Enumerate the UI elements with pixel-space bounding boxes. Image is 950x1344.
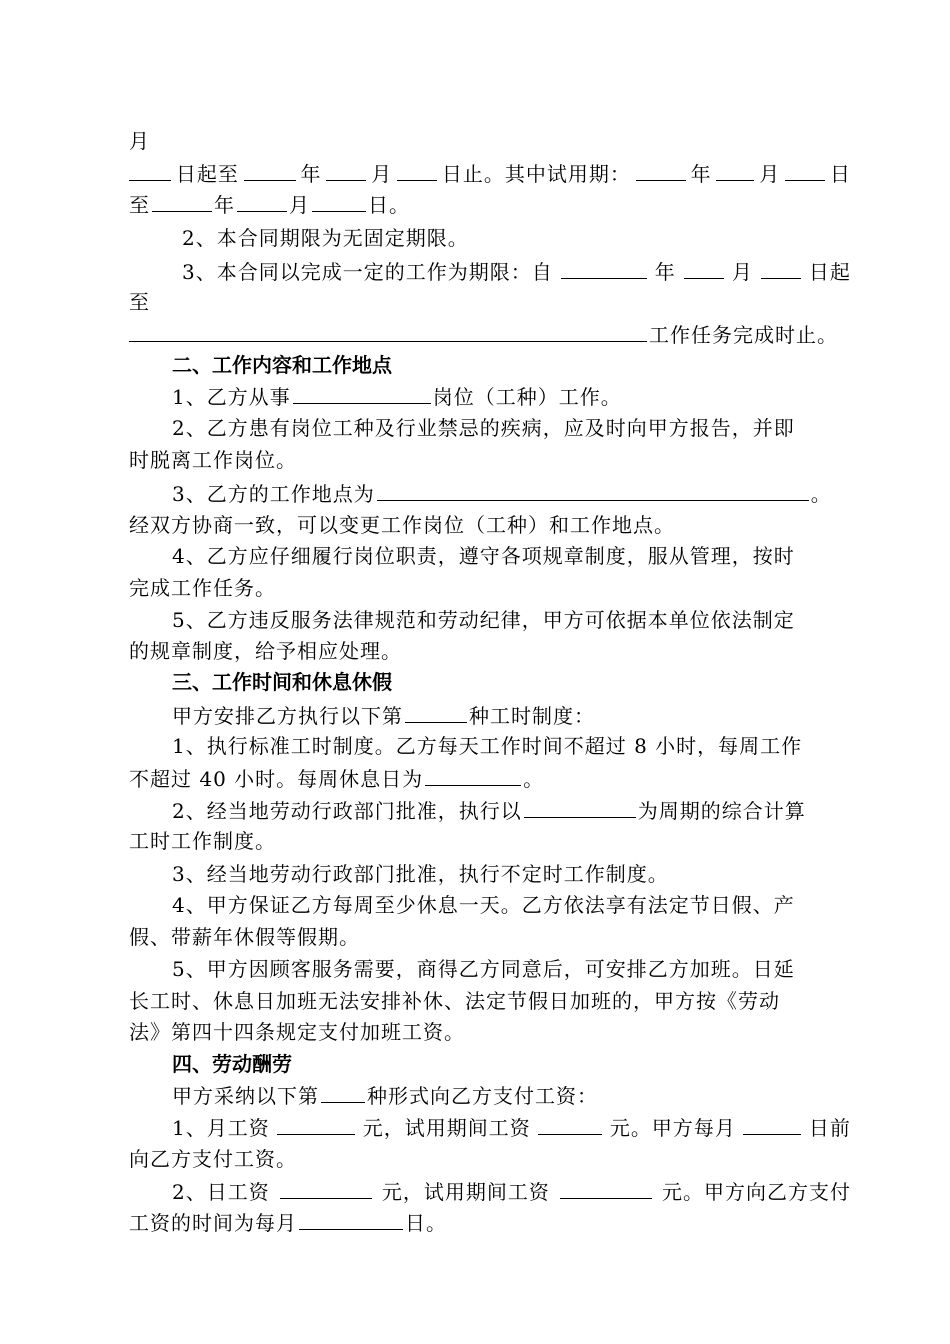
blank-field[interactable] [785, 158, 825, 181]
text-line [172, 541, 851, 571]
workplace-line [172, 478, 851, 508]
text: 种形式向乙方支付工资： [367, 1084, 598, 1108]
section-heading [172, 667, 851, 697]
text: 工资的时间为每月 [129, 1211, 297, 1235]
text-line [129, 922, 851, 952]
text-line [172, 731, 851, 761]
text: 日起 [808, 260, 851, 284]
text: 元，试用期间工资 [362, 1116, 531, 1140]
text: 日前 [808, 1116, 851, 1140]
text: 甲方安排乙方执行以下第 [172, 704, 403, 728]
text: 完成工作任务。 [129, 576, 276, 600]
text: 工作任务完成时止。 [649, 323, 838, 347]
text: 1、月工资 [172, 1116, 270, 1140]
text: 年 [300, 162, 322, 186]
text-line [129, 636, 851, 666]
blank-field[interactable] [280, 1176, 372, 1199]
text: 甲方采纳以下第 [172, 1084, 319, 1108]
blank-field[interactable] [293, 381, 431, 404]
blank-field[interactable] [244, 158, 296, 181]
text: 为周期的综合计算 [637, 799, 806, 823]
blank-field[interactable] [761, 256, 801, 279]
blank-field[interactable] [561, 256, 647, 279]
text: 2、本合同期限为无固定期限。 [182, 226, 469, 250]
blank-field[interactable] [743, 1112, 801, 1135]
text: 月 [129, 129, 150, 153]
blank-field[interactable] [636, 158, 686, 181]
text: 种工时制度： [469, 704, 595, 728]
blank-field[interactable] [716, 158, 754, 181]
section-heading [172, 350, 851, 380]
text-line [129, 126, 851, 156]
text: 日起至 [175, 162, 239, 186]
heading-text: 二、工作内容和工作地点 [172, 353, 392, 377]
text: 2、乙方患有岗位工种及行业禁忌的疾病，应及时向甲方报告，并即 [172, 416, 795, 440]
blank-field[interactable] [237, 189, 287, 212]
monthly-wage-line [172, 1112, 851, 1142]
blank-field[interactable] [524, 795, 636, 818]
text: 3、经当地劳动行政部门批准，执行不定时工作制度。 [172, 862, 669, 886]
blank-field[interactable] [377, 478, 809, 501]
text: 日止。其中试用期： [441, 162, 631, 186]
text: 日。 [405, 1211, 447, 1235]
blank-field[interactable] [538, 1112, 602, 1135]
text: 向乙方支付工资。 [129, 1147, 297, 1171]
position-line [172, 381, 851, 411]
text: 工时工作制度。 [129, 829, 276, 853]
text-line [172, 954, 851, 984]
text-line [172, 890, 851, 920]
text: 至 [129, 290, 150, 314]
text: 不超过 40 小时。每周休息日为 [129, 767, 424, 791]
blank-field[interactable] [321, 1080, 365, 1103]
text: 至 [129, 193, 150, 217]
text: 月 [371, 162, 393, 186]
text: 2、经当地劳动行政部门批准，执行以 [172, 799, 522, 823]
section-heading [172, 1049, 851, 1079]
heading-text: 四、劳动酬劳 [172, 1052, 292, 1076]
text: 年 [654, 260, 676, 284]
text: 岗位（工种）工作。 [432, 385, 622, 409]
text-line [172, 605, 851, 635]
text-line [182, 223, 851, 253]
text-line [172, 413, 851, 443]
text: 1、乙方从事 [172, 385, 291, 409]
text: 元。甲方向乙方支付 [661, 1180, 851, 1204]
blank-field[interactable] [152, 189, 212, 212]
payment-form-line [172, 1080, 851, 1110]
text: 5、乙方违反服务法律规范和劳动纪律，甲方可依据本单位依法制定 [172, 608, 795, 632]
blank-field[interactable] [326, 158, 366, 181]
text-line [172, 859, 851, 889]
text-line [129, 1144, 851, 1174]
text: 的规章制度，给予相应处理。 [129, 639, 402, 663]
text-line [129, 986, 851, 1016]
blank-field[interactable] [299, 1207, 403, 1230]
text: 5、甲方因顾客服务需要，商得乙方同意后，可安排乙方加班。日延 [172, 957, 795, 981]
text: 3、乙方的工作地点为 [172, 482, 375, 506]
text-line [129, 287, 851, 317]
text: 元。甲方每月 [609, 1116, 736, 1140]
text-line [129, 1017, 851, 1047]
text-line [129, 510, 851, 540]
work-hours-system-line [172, 700, 851, 730]
text: 月 [759, 162, 781, 186]
text: 年 [214, 193, 235, 217]
text: 4、甲方保证乙方每周至少休息一天。乙方依法享有法定节日假、产 [172, 893, 795, 917]
text: 假、带薪年休假等假期。 [129, 925, 360, 949]
text: 元，试用期间工资 [381, 1180, 550, 1204]
text: 长工时、休息日加班无法安排补休、法定节假日加班的，甲方按《劳动 [129, 989, 780, 1013]
probation-end-line [129, 189, 851, 219]
text: 年 [690, 162, 712, 186]
pay-date-line [129, 1207, 851, 1237]
blank-field[interactable] [312, 189, 366, 212]
term-dates-line [129, 158, 851, 188]
heading-text: 三、工作时间和休息休假 [172, 670, 392, 694]
blank-field[interactable] [684, 256, 724, 279]
blank-field[interactable] [397, 158, 437, 181]
blank-field[interactable] [405, 700, 467, 723]
text: 。 [810, 482, 832, 506]
task-term-line [182, 256, 851, 286]
blank-field[interactable] [129, 158, 171, 181]
text: 。 [523, 767, 545, 791]
text: 月 [731, 260, 753, 284]
text: 时脱离工作岗位。 [129, 448, 297, 472]
blank-field[interactable] [560, 1176, 652, 1199]
text: 1、执行标准工时制度。乙方每天工作时间不超过 8 小时，每周工作 [172, 734, 803, 758]
text: 日 [829, 162, 851, 186]
comprehensive-hours-line [172, 795, 851, 825]
rest-day-line [129, 763, 851, 793]
blank-field[interactable] [129, 319, 647, 342]
text: 3、本合同以完成一定的工作为期限：自 [182, 260, 553, 284]
text: 月 [289, 193, 310, 217]
blank-field[interactable] [425, 763, 521, 786]
blank-field[interactable] [277, 1112, 355, 1135]
task-completion-line [129, 319, 851, 349]
text: 日。 [368, 193, 410, 217]
text-line [129, 826, 851, 856]
daily-wage-line [172, 1176, 851, 1206]
text: 经双方协商一致，可以变更工作岗位（工种）和工作地点。 [129, 513, 675, 537]
text: 2、日工资 [172, 1180, 270, 1204]
text: 4、乙方应仔细履行岗位职责，遵守各项规章制度，服从管理，按时 [172, 544, 795, 568]
text: 法》第四十四条规定支付加班工资。 [129, 1020, 465, 1044]
text-line [129, 573, 851, 603]
text-line [129, 445, 851, 475]
